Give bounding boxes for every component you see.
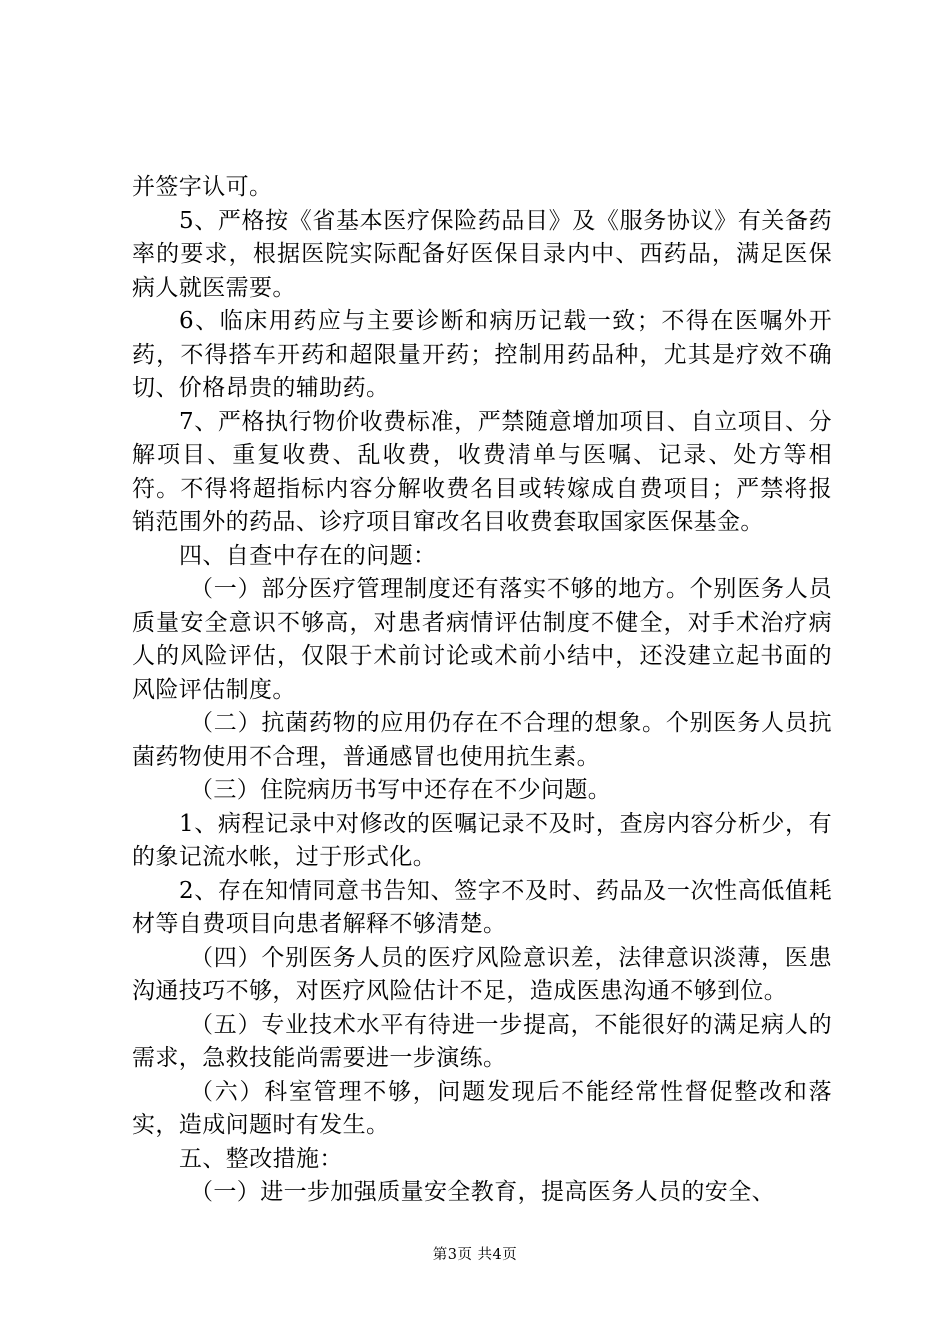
paragraph: 2、存在知情同意书告知、签字不及时、药品及一次性高低值耗材等自费项目向患者解释不够清楚。 [132,877,832,937]
page-number-footer: 第3页 共4页 [432,1247,518,1263]
paragraph: （二）抗菌药物的应用仍存在不合理的想象。个别医务人员抗菌药物使用不合理，普通感冒也使用抗生素。 [132,710,832,770]
paragraph: （一）部分医疗管理制度还有落实不够的地方。个别医务人员质量安全意识不够高，对患者病情评估制度不健全，对手术治疗病人的风险评估，仅限于术前讨论或术前小结中，还没建立起书面的风险评估制度。 [132,576,832,703]
paragraph: 7、严格执行物价收费标准，严禁随意增加项目、自立项目、分解项目、重复收费、乱收费，收费清单与医嘱、记录、处方等相符。不得将超指标内容分解收费名目或转嫁成自费项目；严禁将报销范围外的药品、诊疗项目窜改名目收费套取国家医保基金。 [132,408,832,535]
paragraph: （一）进一步加强质量安全教育，提高医务人员的安全、 [190,1179,775,1205]
paragraph: （五）专业技术水平有待进一步提高，不能很好的满足病人的需求，急救技能尚需要进一步演练。 [132,1011,832,1071]
paragraph: （三）住院病历书写中还存在不少问题。 [190,777,612,803]
paragraph: 1、病程记录中对修改的医嘱记录不及时，查房内容分析少，有的象记流水帐，过于形式化。 [132,810,832,870]
paragraph: 并签字认可。 [132,174,273,200]
paragraph: （六）科室管理不够，问题发现后不能经常性督促整改和落实，造成问题时有发生。 [132,1078,832,1138]
section-heading: 五、整改措施： [179,1145,343,1172]
paragraph: （四）个别医务人员的医疗风险意识差，法律意识淡薄，医患沟通技巧不够，对医疗风险估计不足，造成医患沟通不够到位。 [132,944,832,1004]
document-body [132,171,832,1210]
paragraph: 5、严格按《省基本医疗保险药品目》及《服务协议》有关备药率的要求，根据医院实际配备好医保目录内中、西药品，满足医保病人就医需要。 [132,207,832,301]
paragraph: 6、临床用药应与主要诊断和病历记载一致；不得在医嘱外开药，不得搭车开药和超限量开药；控制用药品种，尤其是疗效不确切、价格昂贵的辅助药。 [132,308,832,401]
section-heading: 四、自查中存在的问题： [179,542,437,569]
